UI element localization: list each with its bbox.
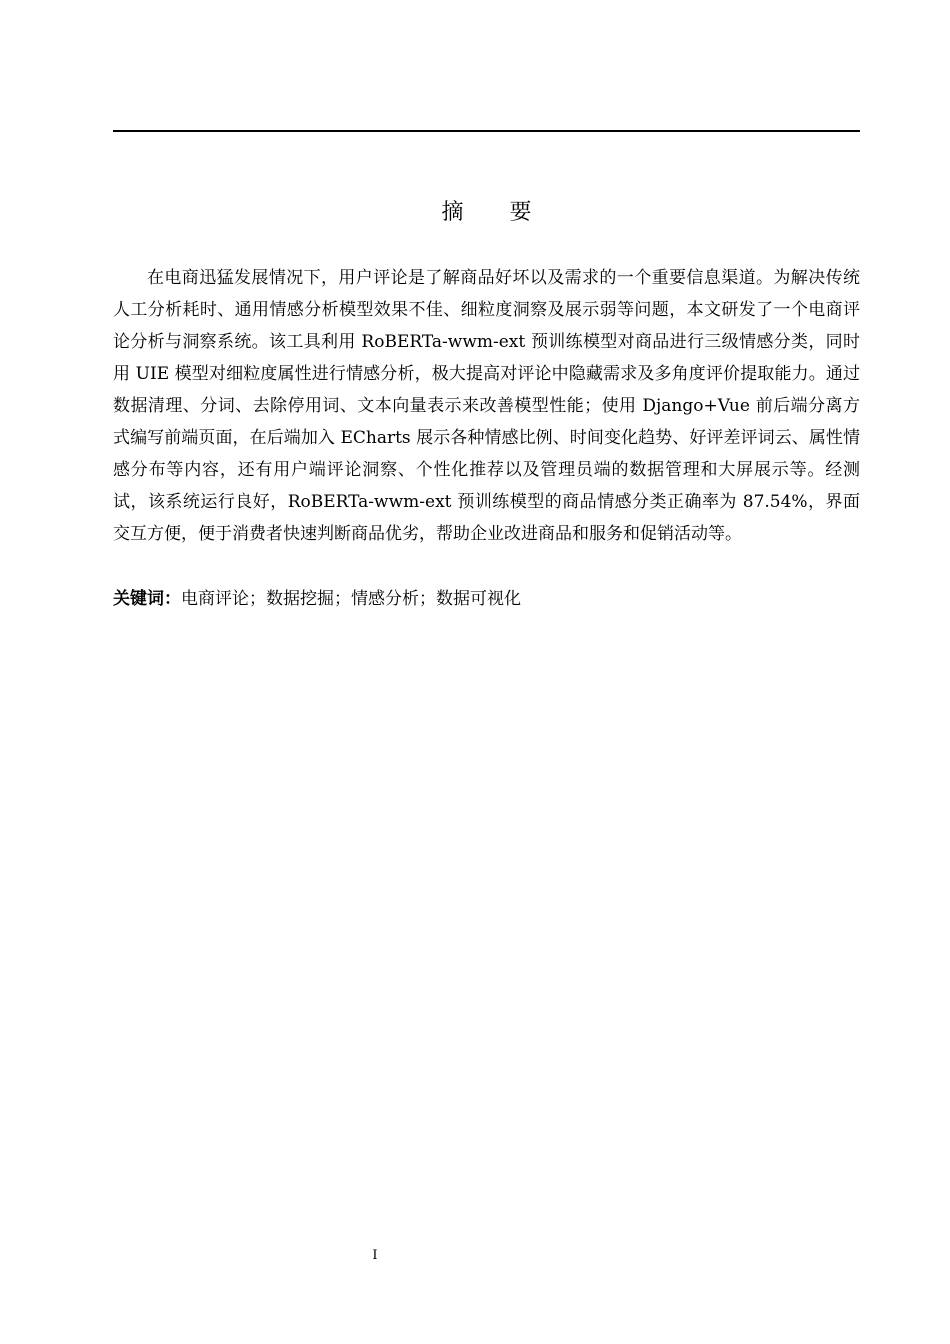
abstract-title: 摘 要	[441, 200, 544, 225]
header-rule	[113, 130, 860, 132]
abstract-paragraph: 在电商迅猛发展情况下，用户评论是了解商品好坏以及需求的一个重要信息渠道。为解决传统人工分析耗时、通用情感分析模型效果不佳、细粒度洞察及展示弱等问题，本文研发了一个电商评论分析与洞察系统。该工具利用 RoBERTa-wwm-ext 预训练模型对商品进行三级情感分类，同时用 UIE 模型对细粒度属性进行情感分析，极大提高对评论中隐藏需求及多角度评价提取能力。通过数据清理、分词、去除停用词、文本向量表示来改善模型性能；使用 Django+Vue 前后端分离方式编写前端页面，在后端加入 ECharts 展示各种情感比例、时间变化趋势、好评差评词云、属性情感分布等内容，还有用户端评论洞察、个性化推荐以及管理员端的数据管理和大屏展示等。经测试，该系统运行良好，RoBERTa-wwm-ext 预训练模型的商品情感分类正确率为 87.54%，界面交互方便，便于消费者快速判断商品优劣，帮助企业改进商品和服务和促销活动等。	[113, 268, 860, 544]
keywords-line	[113, 583, 860, 615]
keywords-text: 电商评论；数据挖掘；情感分析；数据可视化	[181, 589, 521, 609]
page-number: I	[372, 1248, 378, 1263]
keywords-label: 关键词：	[113, 589, 181, 609]
